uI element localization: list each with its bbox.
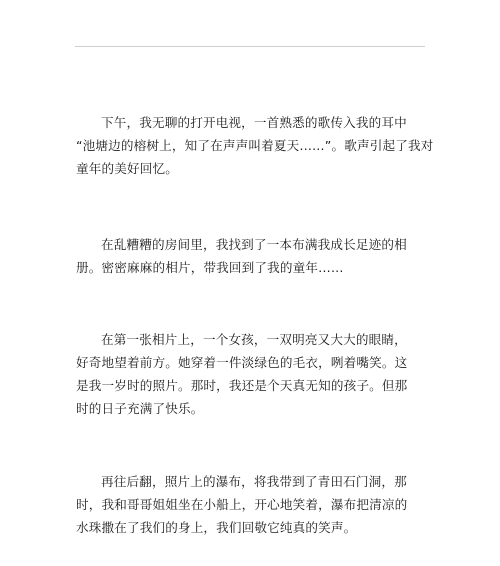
paragraph-4 — [76, 470, 422, 539]
paragraph-3 — [76, 328, 422, 420]
paragraph-line: 在第一张相片上，一个女孩，一双明亮又大大的眼睛， — [101, 332, 407, 347]
paragraph-line: 童年的美好回忆。 — [76, 161, 178, 176]
paragraph-line: 在乱糟糟的房间里，我找到了一本布满我成长足迹的相 — [101, 237, 407, 252]
paragraph-line: 是我一岁时的照片。那时，我还是个天真无知的孩子。但那 — [76, 378, 408, 393]
paragraph-1 — [76, 111, 434, 180]
paragraph-line: 时，我和哥哥姐姐坐在小船上，开心地笑着，瀑布把清凉的 — [76, 497, 408, 512]
paragraph-line: 再往后翻，照片上的瀑布，将我带到了青田石门洞，那 — [101, 474, 407, 489]
paragraph-line: “池塘边的榕树上，知了在声声叫着夏天……”。歌声引起了我对 — [76, 138, 434, 153]
header-divider — [75, 46, 425, 47]
paragraph-line: 时的日子充满了快乐。 — [76, 401, 204, 416]
paragraph-line: 册。密密麻麻的相片，带我回到了我的童年…… — [76, 260, 344, 275]
paragraph-line: 下午，我无聊的打开电视，一首熟悉的歌传入我的耳中 — [101, 115, 407, 130]
paragraph-2 — [76, 233, 422, 279]
paragraph-line: 水珠撒在了我们的身上，我们回敬它纯真的笑声。 — [76, 520, 357, 535]
paragraph-line: 好奇地望着前方。她穿着一件淡绿色的毛衣，咧着嘴笑。这 — [76, 355, 408, 370]
